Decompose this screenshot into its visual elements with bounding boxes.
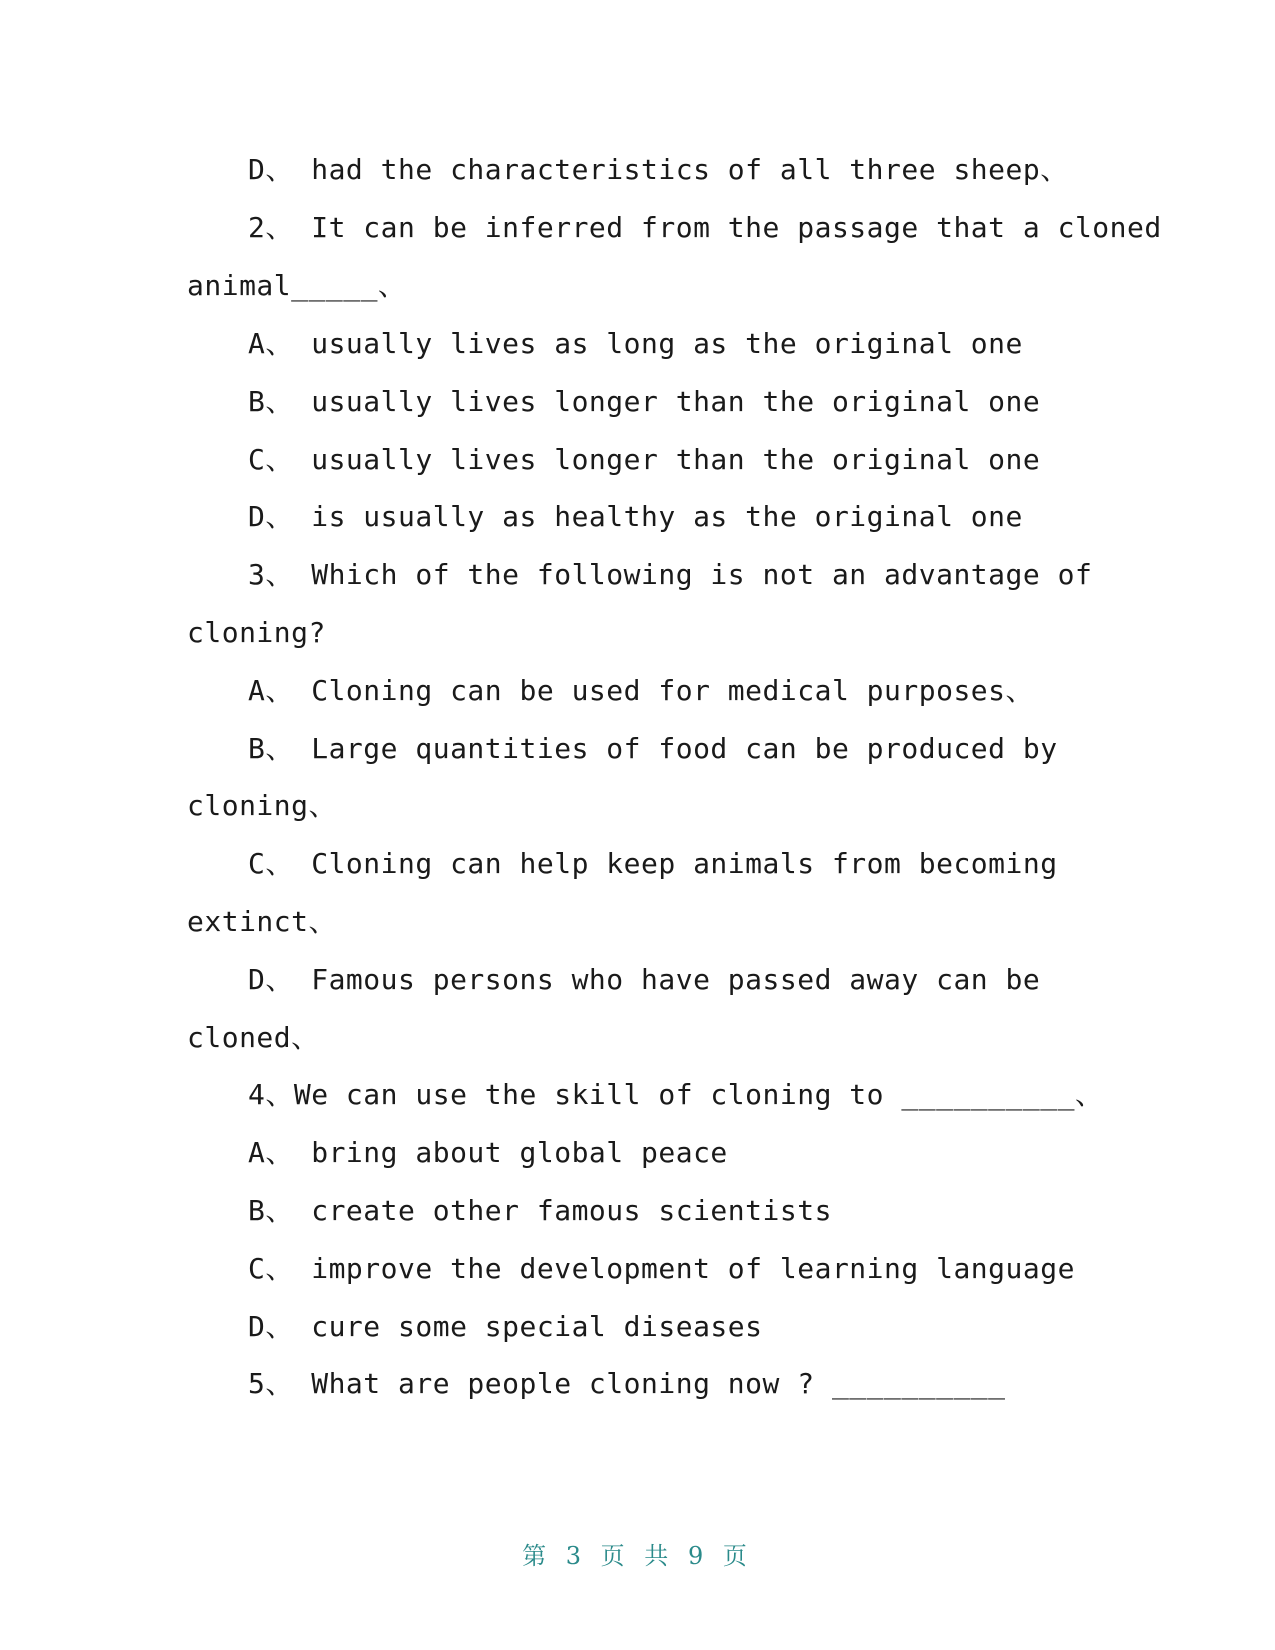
page-footer: 第 3 页 共 9 页: [522, 1542, 753, 1570]
question-3-continued: cloning?: [187, 616, 326, 649]
question-2-continued: animal_____、: [187, 269, 407, 302]
option-d-q4: D、 cure some special diseases: [248, 1310, 763, 1343]
option-b-q3-continued: cloning、: [187, 789, 338, 822]
option-d-q3: D、 Famous persons who have passed away can be: [248, 963, 1041, 996]
option-a-q4: A、 bring about global peace: [248, 1136, 728, 1169]
question-5: 5、 What are people cloning now ? __________: [248, 1367, 1006, 1400]
option-d-q2: D、 is usually as healthy as the original one: [248, 500, 1023, 533]
option-a-q3: A、 Cloning can be used for medical purposes、: [248, 674, 1035, 707]
option-d-q3-continued: cloned、: [187, 1021, 320, 1054]
question-4: 4、We can use the skill of cloning to __________、: [248, 1078, 1104, 1111]
option-b-q3: B、 Large quantities of food can be produced by: [248, 732, 1058, 765]
option-c-q4: C、 improve the development of learning language: [248, 1252, 1075, 1285]
option-b-q4: B、 create other famous scientists: [248, 1194, 832, 1227]
option-b-q2: B、 usually lives longer than the original one: [248, 385, 1041, 418]
option-d-q1: D、 had the characteristics of all three sheep、: [248, 153, 1069, 186]
option-c-q3-continued: extinct、: [187, 905, 338, 938]
option-c-q3: C、 Cloning can help keep animals from becoming: [248, 847, 1058, 880]
question-2: 2、 It can be inferred from the passage that a cloned: [248, 211, 1162, 244]
option-a-q2: A、 usually lives as long as the original one: [248, 327, 1023, 360]
option-c-q2: C、 usually lives longer than the original one: [248, 443, 1041, 476]
question-3: 3、 Which of the following is not an advantage of: [248, 558, 1093, 591]
